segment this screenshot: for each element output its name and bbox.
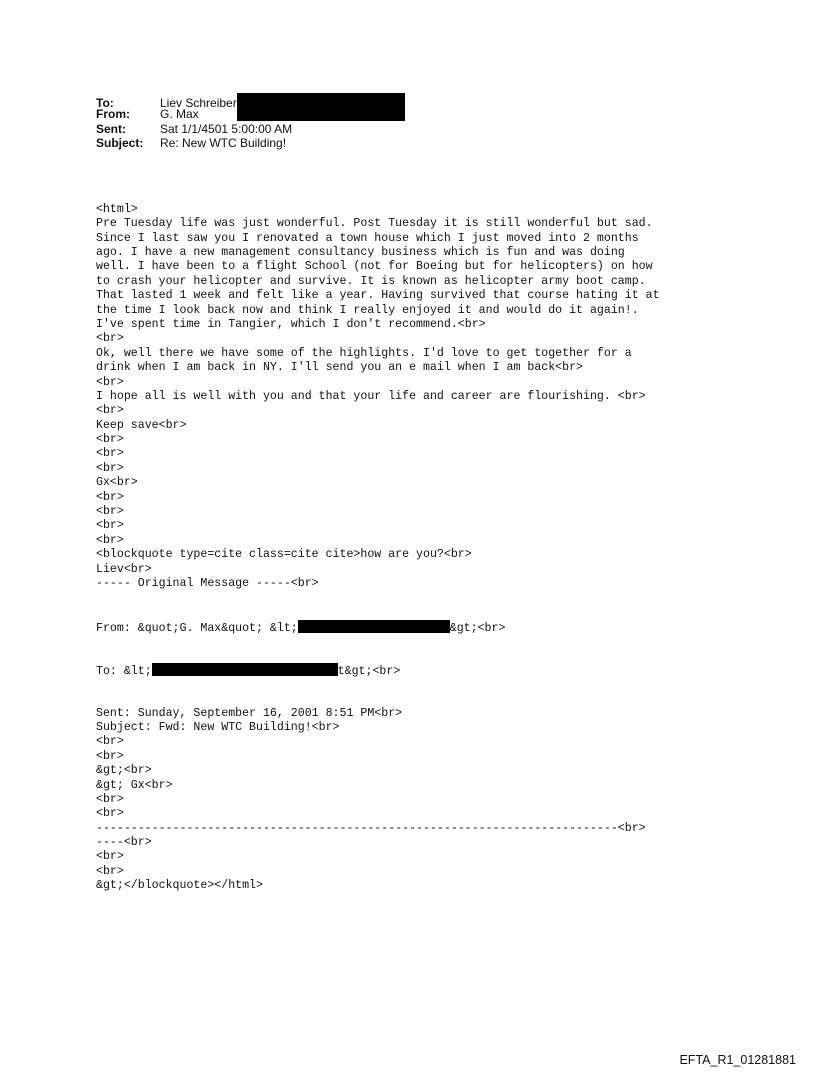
body-line: <br> [96, 864, 124, 878]
body-line: I hope all is well with you and that your life and career are flourishing. <br> [96, 389, 646, 403]
body-line: <br> [96, 433, 124, 447]
body-line: ----- Original Message -----<br> [96, 576, 319, 590]
body-line: the time I look back now and think I really enjoyed it and would do it again!. [96, 303, 639, 317]
body-line: <br> [96, 505, 124, 519]
from-label: From: [96, 107, 130, 121]
body-line: <br> [96, 792, 124, 806]
body-line: Since I last saw you I renovated a town house which I just moved into 2 months [96, 231, 639, 245]
body-line: &gt;<br> [96, 764, 152, 778]
body-line: Keep save<br> [96, 418, 187, 432]
body-line: <br> [96, 807, 124, 821]
body-line: Ok, well there we have some of the highlights. I'd love to get together for a [96, 346, 632, 360]
body-line: &gt;</blockquote></html> [96, 879, 263, 893]
from-value: G. Max [160, 107, 199, 121]
body-lines-after [96, 707, 660, 894]
to-line-prefix: To: &lt; [96, 665, 152, 679]
body-line: Pre Tuesday life was just wonderful. Post Tuesday it is still wonderful but sad. [96, 217, 653, 231]
body-line: to crash your helicopter and survive. It is known as helicopter army boot camp. [96, 274, 646, 288]
body-line: &gt; Gx<br> [96, 778, 173, 792]
body-line: <br> [96, 404, 124, 418]
body-lines-before [96, 203, 660, 592]
body-line: well. I have been to a flight School (not for Boeing but for helicopters) on how [96, 260, 653, 274]
forwarded-from-line [96, 620, 660, 634]
redaction-box [152, 663, 338, 676]
body-line: That lasted 1 week and felt like a year. Having survived that course hating it at [96, 289, 660, 303]
subject-row [96, 136, 405, 151]
sent-row [96, 122, 405, 137]
body-line: ----<br> [96, 836, 152, 850]
body-line: drink when I am back in NY. I'll send you an e mail when I am back<br> [96, 361, 584, 375]
email-header [96, 96, 405, 151]
body-line: Subject: Fwd: New WTC Building!<br> [96, 720, 340, 734]
body-line: Gx<br> [96, 476, 138, 490]
body-line: ago. I have a new management consultancy business which is fun and was doing [96, 245, 625, 259]
body-line: <br> [96, 749, 124, 763]
redaction-box [237, 93, 405, 121]
document-id: EFTA_R1_01281881 [679, 1053, 796, 1067]
sent-label: Sent: [96, 121, 126, 136]
email-body [96, 174, 660, 908]
body-line: <blockquote type=cite class=cite cite>how are you?<br> [96, 548, 472, 562]
body-line: Sent: Sunday, September 16, 2001 8:51 PM<br> [96, 706, 403, 720]
body-line: <br> [96, 850, 124, 864]
from-line-prefix: From: &quot;G. Max&quot; &lt; [96, 622, 298, 636]
body-line: <br> [96, 533, 124, 547]
body-line: Liev<br> [96, 562, 152, 576]
to-line-suffix: t&gt;<br> [337, 665, 401, 679]
subject-value: Re: New WTC Building! [160, 136, 287, 150]
body-line: <br> [96, 375, 124, 389]
to-label: To: [96, 96, 114, 110]
sent-value: Sat 1/1/4501 5:00:00 AM [160, 121, 293, 136]
body-line: ---------------------------------------------------------------------------<br> [96, 821, 646, 835]
body-line: I've spent time in Tangier, which I don't recommend.<br> [96, 317, 486, 331]
body-line: <br> [96, 490, 124, 504]
from-line-suffix: &gt;<br> [449, 622, 506, 636]
body-line: <br> [96, 735, 124, 749]
redaction-box [298, 620, 450, 633]
to-value: Liev Schreiber [160, 96, 237, 110]
forwarded-to-line [96, 663, 660, 677]
body-line: <br> [96, 461, 124, 475]
body-line: <br> [96, 447, 124, 461]
body-line: <html> [96, 202, 138, 216]
body-line: <br> [96, 519, 124, 533]
body-line: <br> [96, 332, 124, 346]
subject-label: Subject: [96, 136, 144, 150]
